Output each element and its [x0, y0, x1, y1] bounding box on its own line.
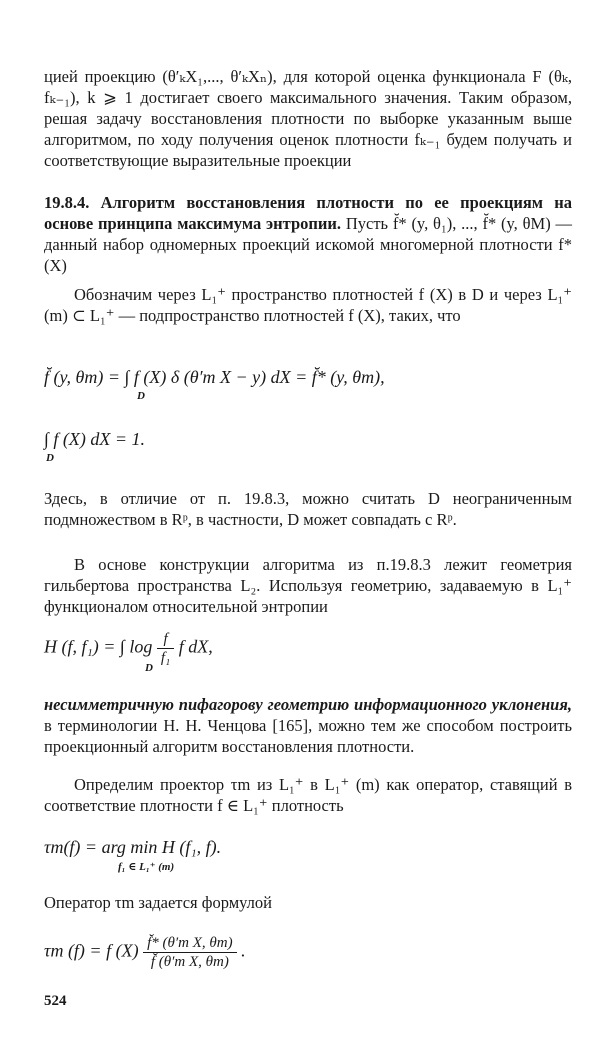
paragraph-text: Оператор τm задается формулой — [44, 893, 272, 912]
paragraph-projector-definition — [44, 774, 572, 816]
fraction-numerator: f̆* (θ′m X, θm) — [143, 934, 237, 953]
equation-text: f dX, — [178, 636, 213, 657]
equation-projector — [44, 836, 221, 858]
integral-domain-label: D — [46, 452, 54, 464]
section-intro-text: Пусть f̆* (y, θ₁), ..., f̆* (y, θM) — данный набор одномерных проекций искомой многомерной плотности f* (X) — [44, 214, 572, 275]
paragraph-text: Определим проектор τm из L₁⁺ в L₁⁺ (m) как оператор, ставящий в соответствие плотности f ∈ L₁⁺ плотность — [44, 775, 572, 815]
section-19-8-4 — [44, 192, 572, 276]
page-number: 524 — [44, 993, 67, 1009]
equation-projection-constraint — [44, 366, 385, 388]
fraction-denominator: f̆ (θ′m X, θm) — [150, 954, 229, 970]
fraction — [143, 934, 237, 971]
section-heading: 19.8.4. Алгоритм восстановления плотности по ее проекциям на основе принципа максимума энтропии. — [44, 193, 572, 233]
fraction-denominator: f₁ — [160, 650, 171, 666]
equation-text: ∫ f (X) dX = 1. — [44, 429, 146, 449]
paragraph-domain-remark — [44, 488, 572, 530]
paragraph-notation — [44, 284, 572, 326]
paragraph-text: в терминологии Н. Н. Ченцова [165], можно тем же способом построить проекционный алгоритм восстановления плотности. — [44, 716, 572, 756]
argmin-subscript: f₁ ∈ L₁⁺ (m) — [118, 861, 175, 873]
equation-text: f̆ (y, θm) = ∫ f (X) δ (θ′m X − y) dX = f̆* (y, θm), — [44, 367, 385, 387]
equation-text: τm(f) = arg min H (f₁, f). — [44, 837, 222, 857]
equation-normalization — [44, 428, 145, 450]
equation-text: τm (f) = f (X) — [44, 940, 139, 961]
paragraph-pythagorean-geometry — [44, 694, 572, 757]
equation-text: . — [241, 940, 246, 961]
paragraph-operator-formula — [44, 892, 572, 913]
paragraph-text: Обозначим через L₁⁺ пространство плотностей f (X) в D и через L₁⁺ (m) ⊂ L₁⁺ — подпространство плотностей f (X), таких, что — [44, 285, 572, 325]
paragraph-continuation — [44, 66, 572, 171]
paragraph-geometry — [44, 554, 572, 617]
equation-relative-entropy — [44, 630, 213, 667]
integral-domain-label: D — [145, 662, 153, 674]
integral-domain-label: D — [137, 390, 145, 402]
emphasized-term: несимметричную пифагорову геометрию информационного уклонения, — [44, 695, 572, 714]
fraction — [157, 630, 174, 667]
equation-operator — [44, 934, 246, 971]
paragraph-text: Здесь, в отличие от п. 19.8.3, можно считать D неограниченным подмножеством в Rᵖ, в частности, D может совпадать с Rᵖ. — [44, 489, 572, 529]
paragraph-text: В основе конструкции алгоритма из п.19.8.3 лежит геометрия гильбертова пространства L₂. Используя геометрию, задаваемую в L₁⁺ функционалом относительной энтропии — [44, 555, 572, 616]
equation-text: H (f, f₁) = ∫ log — [44, 636, 153, 657]
fraction-numerator: f — [157, 630, 174, 649]
paragraph-text: цией проекцию (θ′ₖX₁,..., θ′ₖXₙ), для которой оценка функционала F (θₖ, fₖ₋₁), k ⩾ 1 достигает своего максимального значения. Таким образом, решая задачу восстановления плотности по выборке указанным выше алгоритмом, по ходу получения оценок плотности fₖ₋₁ будем получать и соответствующие выразительные проекции — [44, 67, 572, 170]
